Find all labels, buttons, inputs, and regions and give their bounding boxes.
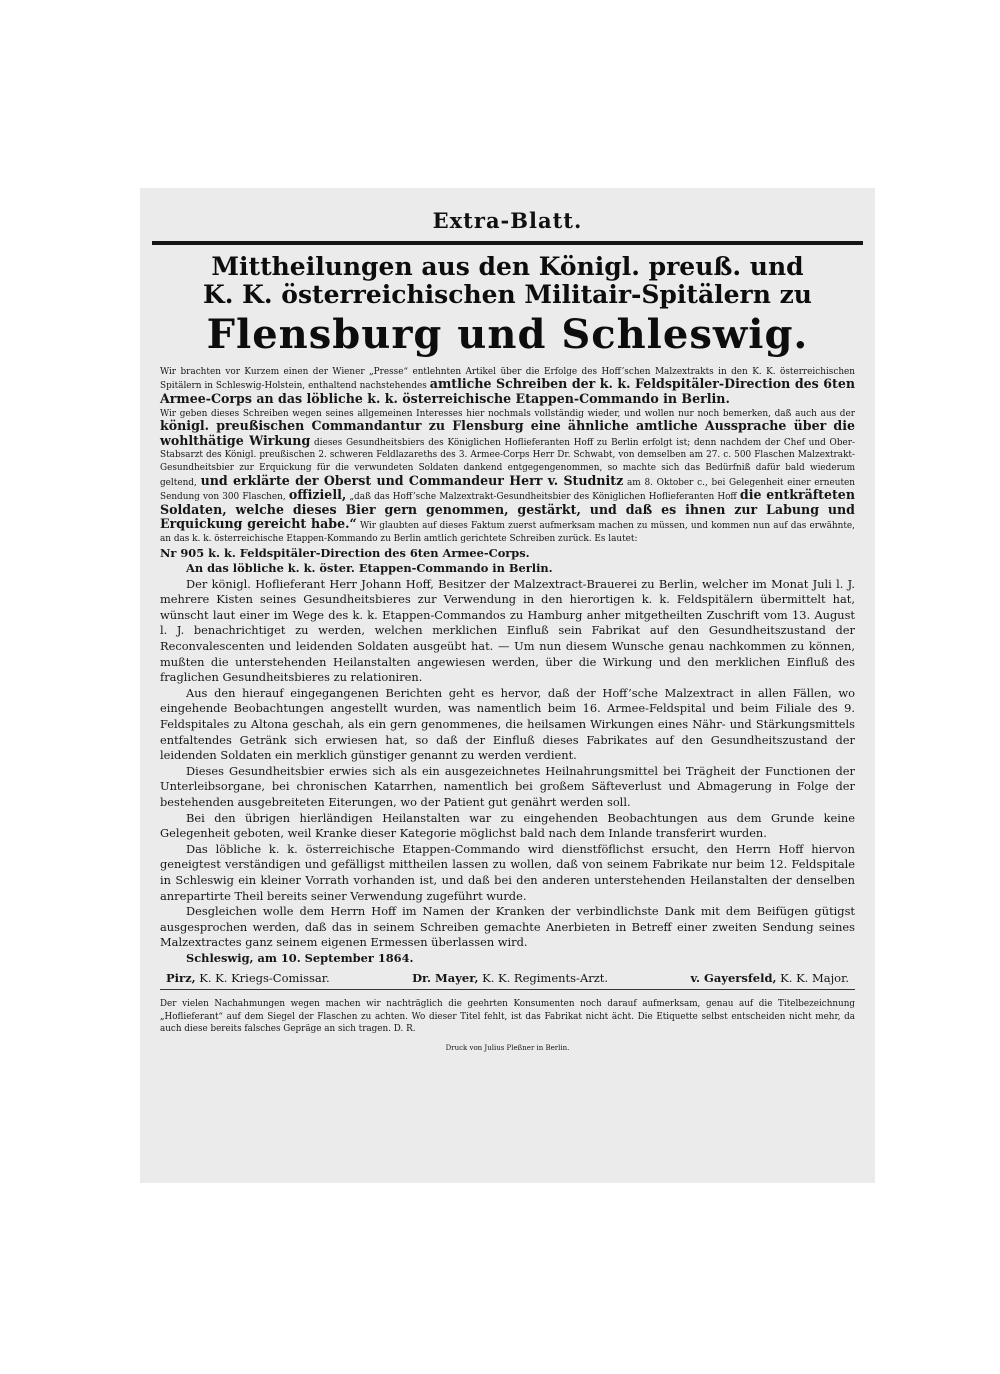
intro-text: Wir glaubten auf dieses Faktum zuerst aufmerksam machen zu müssen, und kommen nun auf das erwähnte, an das k. k. österreichische Etappen-Kommando zu Berlin amtlich gerichtete Schreiben zurück. Es lautet: <box>160 521 855 544</box>
intro-text: am 8. Oktober c., bei Gelegenheit einer erneuten Sendung von 300 Flaschen, <box>160 477 855 503</box>
letter-address: An das löbliche k. k. öster. Etappen-Commando in Berlin. <box>186 561 553 576</box>
headline-line-2: K. K. österreichischen Militair-Spitälern zu <box>203 280 812 309</box>
intro-text: Wir brachten vor Kurzem einen der Wiener „Presse“ entlehnten Artikel über die Erfolge des Hoff’schen Malzextrakts in den K. K. österreichischen Spitälern in Schleswig-Holstein, enthaltend nachstehendes <box>160 366 855 392</box>
signature-2 <box>412 971 608 985</box>
intro-emphasis: offiziell, <box>288 487 347 503</box>
letter-paragraph: Der königl. Hoflieferant Herr Johann Hoff, Besitzer der Malzextract-Brauerei zu Berlin, welcher im Monat Juli l. J. mehrere Kisten seines Gesundheitsbieres zur Verwendung in den hierortigen k. k. Feldspitälern übermittelt hat, wünscht laut einer im Wege des k. k. Etappen-Commandos zu Hamburg anher mitgetheilten Zuschrift vom 13. August l. J. benachrichtiget zu werden, welchen merklichen Einfluß sein Fabrikat auf den Gesundheitszustand der Reconvalescenten und leidenden Soldaten ausgeübt hat. — Um nun diesem Wunsche genau nachkommen zu können, mußten die unterstehenden Heilanstalten angewiesen werden, über die Wirkung und den merklichen Einfluß des fraglichen Gesundheitsbieres zu relationiren. <box>160 576 855 685</box>
broadsheet-page <box>140 188 875 1183</box>
signature-role: K. K. Kriegs-Comissar. <box>199 970 330 985</box>
intro-paragraph-1 <box>160 366 855 408</box>
letter-paragraph: Dieses Gesundheitsbier erwies sich als ein ausgezeichnetes Heilnahrungsmittel bei Trägheit der Functionen der Unterleibsorgane, bei chronischen Katarrhen, namentlich bei großem Säfteverlust und Abmagerung in Folge der bestehenden ausgebreiteten Eiterungen, wo der Patient gut genährt werden soll. <box>160 763 855 810</box>
intro-paragraph-2 <box>160 408 855 546</box>
kicker-title: Extra-Blatt. <box>432 208 583 233</box>
signature-name: Pirz, <box>166 970 196 985</box>
letter-reference: Nr 905 k. k. Feldspitäler-Direction des 6ten Armee-Corps. <box>160 545 530 560</box>
headline-line-1: Mittheilungen aus den Königl. preuß. und <box>211 252 804 281</box>
intro-text: „daß das Hoff’sche Malzextrakt-Gesundheitsbier des Königlichen Hoflieferanten Hoff <box>349 492 737 503</box>
place-date: Schleswig, am 10. September 1864. <box>186 950 414 965</box>
letter-paragraph: Das löbliche k. k. österreichische Etappen-Commando wird dienstföflichst ersucht, den Herrn Hoff hiervon geneigtest verständigen und gefälligst mittheilen lassen zu wollen, daß von seinem Fabrikate nur beim 12. Feldspitale in Schleswig ein kleiner Vorrath vorhanden ist, und daß bei den anderen unterstehenden Heilanstalten der denselben anrepartirte Theil bereits seiner Verwendung zugeführt wurde. <box>160 841 855 903</box>
signature-role: K. K. Major. <box>780 970 849 985</box>
intro-emphasis: und erklärte der Oberst und Commandeur Herr v. Studnitz <box>200 472 624 488</box>
intro-text: dieses Gesundheitsbiers des Königlichen Hoflieferanten Hoff zu Berlin erfolgt ist; denn nachdem der Chef und Ober-Stabsarzt des Königl. preußischen 2. schweren Feldlazareths des 3. Armee-Corps Herr Dr. Schwabt, von demselben am 27. c. 500 Flaschen Malzextrakt-Gesundheitsbier zur Erquickung für die verwundeten Soldaten dankend entgegengenommen, so machte sich das Bedürfniß dafür bald wiederum geltend, <box>160 437 855 488</box>
top-rule <box>152 241 863 245</box>
signature-3 <box>691 971 850 985</box>
signature-name: Dr. Mayer, <box>412 970 479 985</box>
signature-role: K. K. Regiments-Arzt. <box>482 970 609 985</box>
letter-paragraph: Desgleichen wolle dem Herrn Hoff im Namen der Kranken der verbindlichste Dank mit dem Beifügen gütigst ausgesprochen werden, daß das in seinem Schreiben gemachte Anerbieten in Betreff einer zweiten Sendung seines Malzextractes ganz seinem eigenen Ermessen überlassen wird. <box>160 904 855 950</box>
signature-name: v. Gayersfeld, <box>690 970 777 985</box>
signature-1 <box>166 971 330 985</box>
intro-emphasis: amtliche Schreiben der k. k. Feldspitäler-Direction des 6ten Armee-Corps an das löbliche k. k. österreichische Etappen-Commando in Berlin. <box>160 376 855 406</box>
signature-row <box>166 971 849 985</box>
bottom-rule <box>160 989 855 990</box>
headline <box>160 253 855 358</box>
printer-imprint: Druck von Julius Pleßner in Berlin. <box>445 1044 570 1053</box>
headline-line-3: Flensburg und Schleswig. <box>206 311 809 358</box>
intro-text: Wir geben dieses Schreiben wegen seines allgemeinen Interesses hier nochmals vollständig wieder, und wollen nur noch bemerken, daß auch aus der <box>160 408 855 419</box>
intro-emphasis: königl. preußischen Commandantur zu Flensburg eine ähnliche amtliche Aussprache über die wohlthätige Wirkung <box>160 418 855 448</box>
intro-emphasis: die entkräfteten Soldaten, welche dieses Bier gern genommen, gestärkt, und daß es ihnen zur Labung und Erquickung gereicht habe.“ <box>160 487 855 532</box>
letter-paragraph: Aus den hierauf eingegangenen Berichten geht es hervor, daß der Hoff’sche Malzextract in allen Fällen, wo eingehende Beobachtungen angestellt wurden, was namentlich beim 16. Armee-Feldspital und beim Filiale des 9. Feldspitales zu Altona geschah, als ein gern genommenes, die heilsamen Wirkungen eines Nähr- und Stärkungsmittels entfaltendes Getränk sich erwiesen hat, so daß der Einfluß dieses Fabrikates auf den Gesundheitszustand der leidenden Soldaten ein merklich günstiger genannt zu werden verdient. <box>160 685 855 763</box>
article-body <box>160 366 855 967</box>
letter-paragraph: Bei den übrigen hierländigen Heilanstalten war zu eingehenden Beobachtungen aus dem Grunde keine Gelegenheit geboten, weil Kranke dieser Kategorie möglichst bald nach dem Inlande transferirt wurden. <box>160 810 855 841</box>
editorial-notice: Der vielen Nachahmungen wegen machen wir nachträglich die geehrten Konsumenten noch darauf aufmerksam, genau auf die Titelbezeichnung „Hoflieferant“ auf dem Siegel der Flaschen zu achten. Wo dieser Titel fehlt, ist das Fabrikat nicht ächt. Die Etiquette selbst entscheiden nicht mehr, da auch diese bereits falsches Gepräge an sich tragen. D. R. <box>160 999 855 1035</box>
